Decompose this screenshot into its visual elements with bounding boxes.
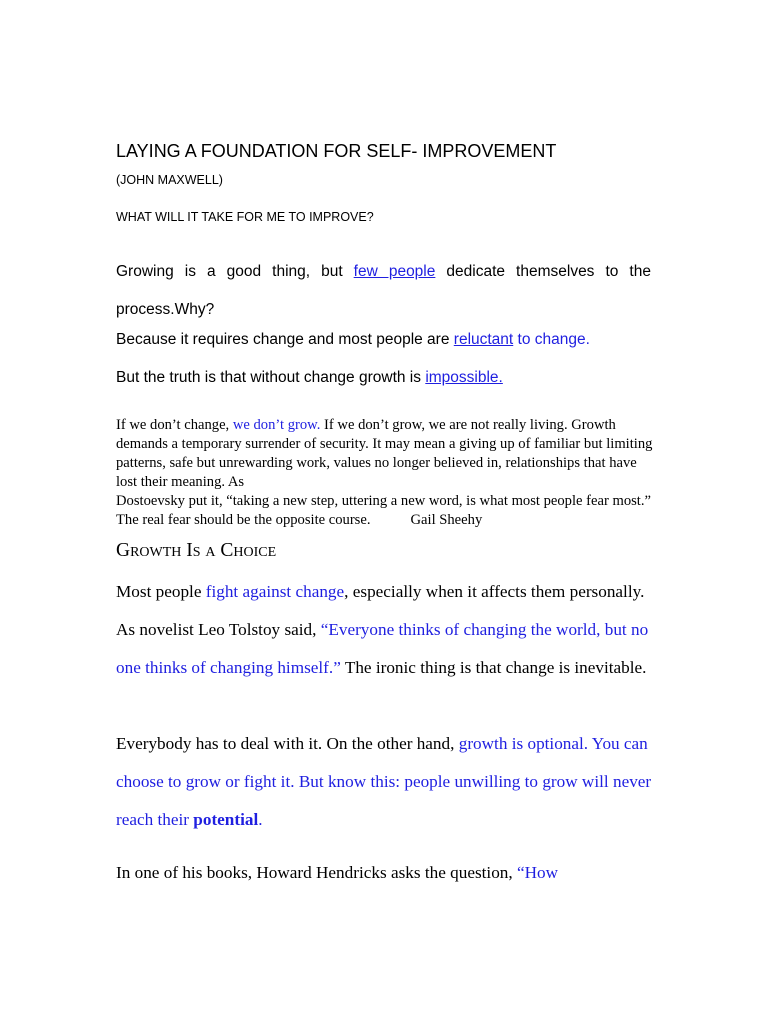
paragraph-everybody	[116, 725, 661, 839]
quote-attribution: Gail Sheehy	[410, 512, 483, 528]
tolstoy-quote: “Everyone thinks of changing the world, but no one thinks of changing himself.”	[116, 620, 649, 677]
paragraph-growing	[116, 253, 651, 329]
text-span: If we don’t grow, we are not really living. Growth demands a temporary surrender of security. It may mean a giving up of familiar but limiting patterns, safe but unrewarding work, values no longer believed in, relationships that have lost their meaning. As	[116, 417, 653, 490]
sheehy-quote	[116, 416, 656, 530]
impossible-link[interactable]: impossible.	[425, 369, 503, 386]
text-span: If we don’t change,	[116, 417, 233, 433]
text-span-blue: to change.	[513, 331, 590, 348]
text-span: Because it requires change and most people are	[116, 331, 454, 348]
section-heading: Growth Is a Choice	[116, 540, 277, 561]
text-span-blue: we don’t grow.	[232, 417, 321, 433]
text-span: Growing is a good thing, but	[116, 263, 354, 280]
text-span: In one of his books, Howard Hendricks asks the question,	[116, 863, 517, 882]
paragraph-because	[116, 331, 590, 349]
paragraph-most-people	[116, 573, 661, 687]
reluctant-link[interactable]: reluctant	[453, 331, 514, 348]
text-span-blue: “How	[516, 863, 559, 882]
text-span: Dostoevsky put it, “taking a new step, uttering a new word, is what most people fear most.” The real fear should be the opposite course.	[116, 493, 651, 528]
text-span: Most people	[116, 582, 206, 601]
text-span-blue: fight against change	[205, 582, 345, 601]
text-span: Everybody has to deal with it. On the other hand,	[116, 734, 459, 753]
document-title: LAYING A FOUNDATION FOR SELF- IMPROVEMENT	[116, 141, 557, 161]
section-question: WHAT WILL IT TAKE FOR ME TO IMPROVE?	[116, 210, 374, 224]
paragraph-truth	[116, 369, 503, 387]
text-span: , especially when it affects them personally. As novelist Leo Tolstoy said,	[116, 582, 645, 639]
text-span-blue: growth is optional. You can choose to grow or fight it. But know this: people unwilling to grow will never reach their	[116, 734, 652, 829]
text-span-blue: .	[258, 810, 263, 829]
text-span: The ironic thing is that change is inevitable.	[340, 658, 647, 677]
author-line: (JOHN MAXWELL)	[116, 173, 223, 187]
paragraph-hendricks	[116, 858, 661, 888]
text-span: But the truth is that without change growth is	[116, 369, 426, 386]
potential-bold: potential	[193, 810, 259, 829]
text-span: dedicate themselves to the process.Why?	[116, 263, 651, 318]
few-people-link[interactable]: few people	[353, 263, 436, 280]
